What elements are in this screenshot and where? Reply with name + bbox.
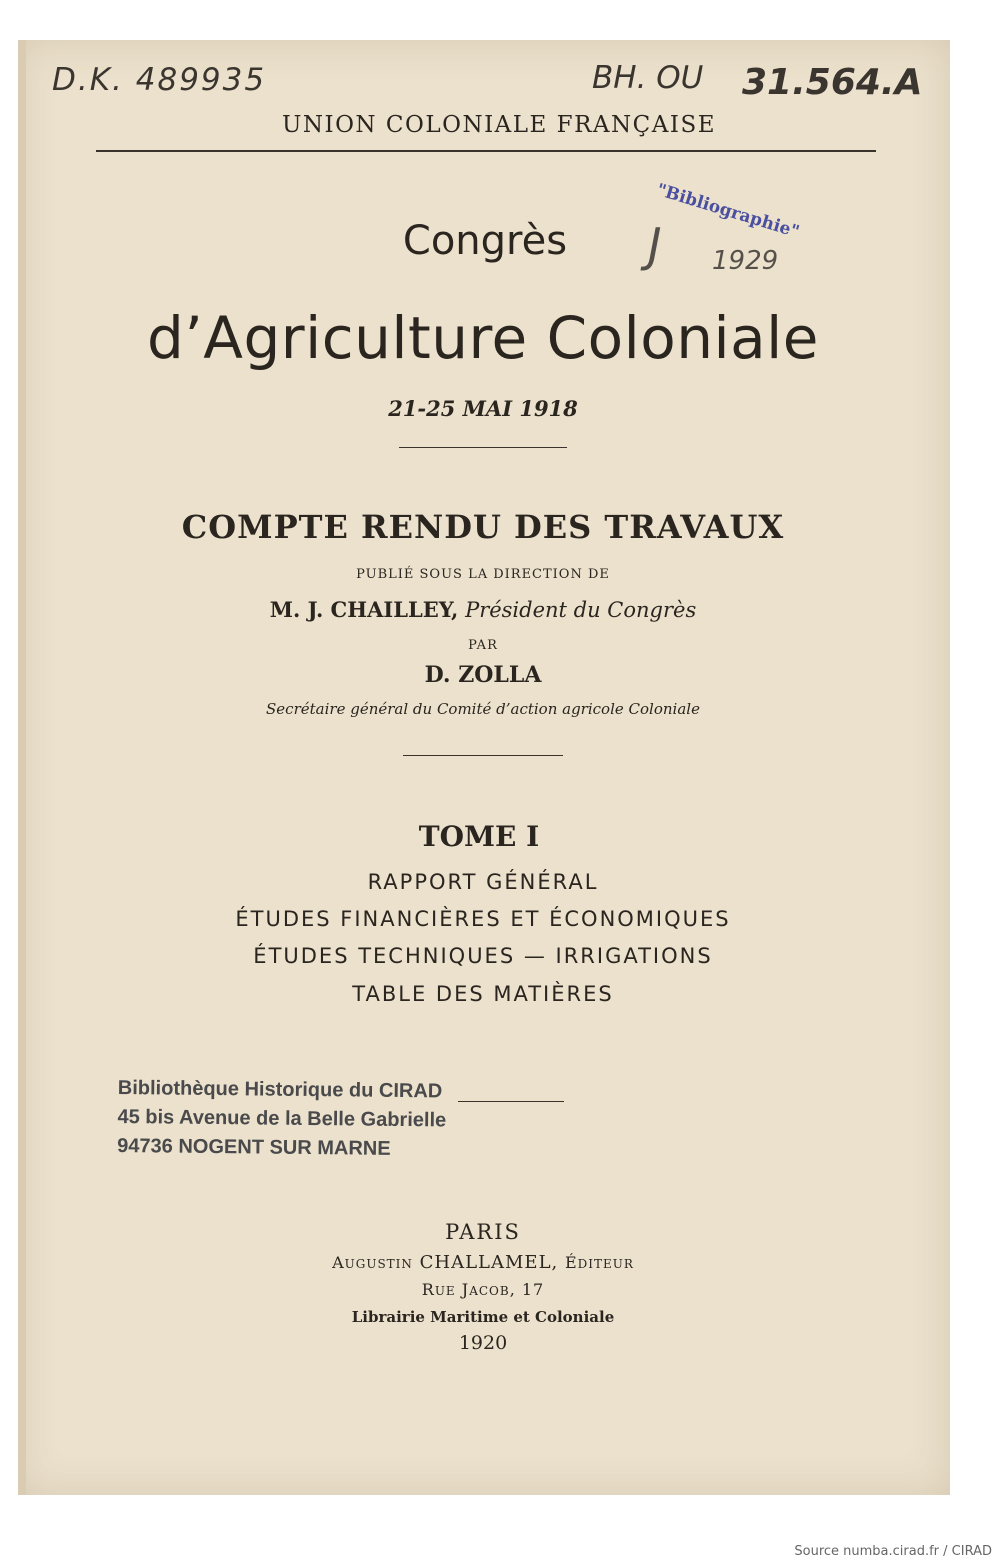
title-line-2: d’Agriculture Coloniale xyxy=(147,304,819,372)
library-stamp xyxy=(117,1074,447,1164)
imprint-year: 1920 xyxy=(458,1332,508,1354)
published-under: PUBLIÉ SOUS LA DIRECTION DE xyxy=(356,567,610,582)
author-role: Secrétaire général du Comité d’action agricole Coloniale xyxy=(266,700,700,718)
par-label: PAR xyxy=(468,638,498,653)
imprint-street: RUE JACOB, 17 xyxy=(421,1280,545,1299)
report-heading: COMPTE RENDU DES TRAVAUX xyxy=(181,508,785,546)
title-rule xyxy=(399,447,567,448)
society-name: UNION COLONIALE FRANÇAISE xyxy=(281,112,716,138)
shelfmark-left: D.K. 489935 xyxy=(52,62,267,98)
imprint-city: PARIS xyxy=(445,1220,521,1244)
contents-item-2: ÉTUDES FINANCIÈRES ET ÉCONOMIQUES xyxy=(235,907,731,931)
director-line xyxy=(0,597,982,622)
title-line-1: Congrès xyxy=(402,218,568,264)
report-rule xyxy=(403,755,563,756)
imprint-publisher: AUGUSTIN CHALLAMEL, ÉDITEUR xyxy=(332,1252,634,1273)
shelfmark-right-b: 31.564.A xyxy=(742,62,923,103)
contents-item-4: TABLE DES MATIÈRES xyxy=(352,982,614,1006)
bibliographie-stamp: "Bibliographie" xyxy=(654,180,802,243)
source-credit: Source numba.cirad.fr / CIRAD xyxy=(794,1544,992,1559)
contents-item-1: RAPPORT GÉNÉRAL xyxy=(367,870,599,894)
shelfmark-right-a: BH. OU xyxy=(592,60,704,96)
imprint-bookshop: Librairie Maritime et Coloniale xyxy=(351,1308,615,1326)
congress-dates: 21-25 MAI 1918 xyxy=(388,396,578,421)
stamp-rule xyxy=(458,1101,564,1102)
library-stamp-line-1: Bibliothèque Historique du CIRAD xyxy=(117,1076,443,1103)
director-role: Président du Congrès xyxy=(465,598,697,622)
pencil-initial: J xyxy=(648,218,662,272)
library-stamp-line-2: 45 bis Avenue de la Belle Gabrielle xyxy=(117,1105,447,1132)
contents-item-3: ÉTUDES TECHNIQUES — IRRIGATIONS xyxy=(253,944,713,968)
header-rule xyxy=(96,150,876,152)
author-name: D. ZOLLA xyxy=(424,662,542,688)
tome-number: TOME I xyxy=(418,820,540,853)
library-stamp-line-3: 94736 NOGENT SUR MARNE xyxy=(117,1134,391,1160)
director-name: M. J. CHAILLEY, xyxy=(269,597,459,622)
pencil-year: 1929 xyxy=(712,246,779,276)
